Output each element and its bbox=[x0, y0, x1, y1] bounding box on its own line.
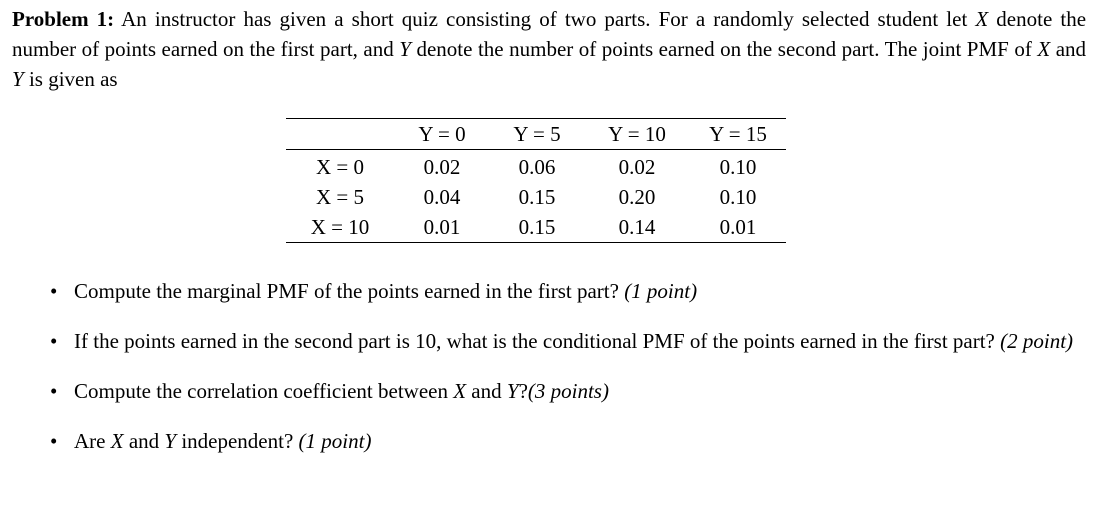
column-header: Y = 15 bbox=[709, 122, 767, 146]
question-list bbox=[50, 276, 1090, 476]
question-points: (1 point) bbox=[624, 279, 698, 303]
question-text: ? bbox=[518, 379, 528, 403]
problem-text: and bbox=[1055, 37, 1087, 61]
question-item bbox=[50, 326, 1090, 356]
bullet-icon: • bbox=[50, 329, 58, 353]
question-points: (2 point) bbox=[1000, 329, 1074, 353]
table-row bbox=[286, 182, 786, 212]
variable-x: X bbox=[1037, 37, 1051, 61]
question-text: Are bbox=[74, 429, 106, 453]
table-cell: 0.01 bbox=[423, 215, 461, 239]
column-header: Y = 5 bbox=[513, 122, 561, 146]
variable-y: Y bbox=[12, 67, 24, 91]
table-cell: 0.20 bbox=[618, 185, 656, 209]
question-text: and bbox=[471, 379, 502, 403]
variable-x: X bbox=[110, 429, 124, 453]
variable-y: Y bbox=[399, 37, 411, 61]
row-header: X = 0 bbox=[315, 155, 364, 179]
question-item bbox=[50, 426, 1090, 456]
problem-statement bbox=[12, 4, 1086, 94]
bullet-icon: • bbox=[50, 279, 58, 303]
problem-text: denote the number of points earned on the first part, and bbox=[12, 7, 1087, 61]
question-text: Compute the marginal PMF of the points earned in the first part? bbox=[74, 279, 619, 303]
row-header: X = 10 bbox=[310, 215, 370, 239]
question-points: (3 points) bbox=[527, 379, 609, 403]
table-cell: 0.15 bbox=[518, 215, 556, 239]
table-header-row bbox=[286, 119, 786, 150]
variable-y: Y bbox=[164, 429, 177, 453]
table-cell: 0.02 bbox=[423, 155, 461, 179]
problem-label: Problem 1: bbox=[12, 7, 115, 31]
table-cell: 0.14 bbox=[618, 215, 656, 239]
table-cell: 0.10 bbox=[719, 185, 757, 209]
problem-text: is given as bbox=[28, 67, 118, 91]
problem-text: denote the number of points earned on the second part. The joint PMF of bbox=[416, 37, 1032, 61]
question-points: (1 point) bbox=[298, 429, 372, 453]
table-row bbox=[286, 150, 786, 183]
bullet-icon: • bbox=[50, 379, 58, 403]
variable-y: Y bbox=[506, 379, 519, 403]
question-text: independent? bbox=[181, 429, 294, 453]
table-cell: 0.01 bbox=[719, 215, 757, 239]
joint-pmf-table bbox=[286, 118, 786, 243]
question-text: and bbox=[128, 429, 160, 453]
column-header: Y = 10 bbox=[608, 122, 666, 146]
question-item bbox=[50, 376, 1090, 406]
table-cell: 0.02 bbox=[618, 155, 656, 179]
column-header: Y = 0 bbox=[418, 122, 466, 146]
table-cell: 0.15 bbox=[518, 185, 556, 209]
question-text: Compute the correlation coefficient between bbox=[74, 379, 448, 403]
variable-x: X bbox=[453, 379, 467, 403]
table-cell: 0.06 bbox=[518, 155, 556, 179]
row-header: X = 5 bbox=[315, 185, 364, 209]
table-cell: 0.04 bbox=[423, 185, 461, 209]
variable-x: X bbox=[975, 7, 989, 31]
table-row bbox=[286, 212, 786, 243]
question-text: If the points earned in the second part is 10, what is the conditional PMF of the points earned in the first part? bbox=[74, 329, 995, 353]
problem-text: An instructor has given a short quiz consisting of two parts. For a randomly selected student let bbox=[121, 7, 968, 31]
question-item bbox=[50, 276, 1090, 306]
bullet-icon: • bbox=[50, 429, 58, 453]
table-cell: 0.10 bbox=[719, 155, 757, 179]
table-corner-cell bbox=[286, 119, 394, 150]
